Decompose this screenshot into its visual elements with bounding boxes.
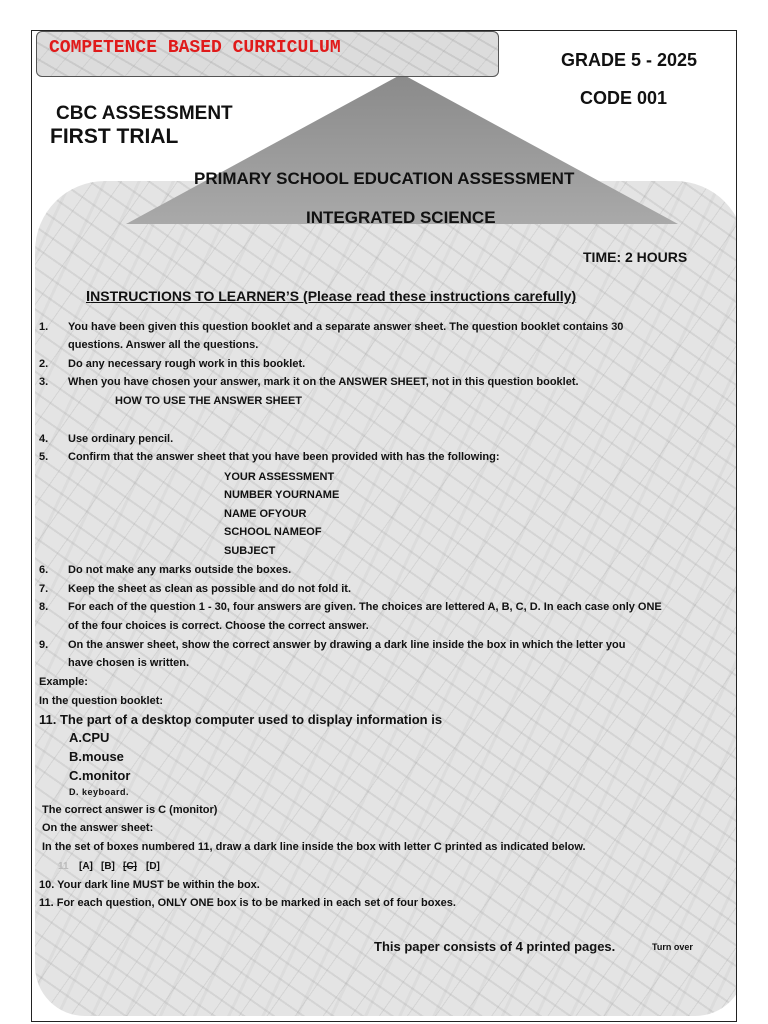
trial-label: FIRST TRIAL (50, 125, 179, 148)
box-d: [D] (146, 861, 160, 872)
code-label: CODE 001 (580, 88, 668, 108)
grade-label: GRADE 5 - 2025 (561, 50, 698, 70)
instructions-heading (86, 288, 576, 305)
sheet-field: SCHOOL NAMEOF (224, 526, 322, 538)
item-number: 8. (39, 601, 49, 613)
on-answer-sheet-label: On the answer sheet: (42, 822, 154, 834)
sheet-field: YOUR ASSESSMENT (224, 471, 335, 483)
item-number: 1. (39, 321, 49, 333)
instruction-text: On the answer sheet, show the correct answer by drawing a dark line inside the box in which the letter you (68, 639, 626, 651)
rule-10: 10. Your dark line MUST be within the box. (39, 879, 260, 891)
answer-sheet-subheading: HOW TO USE THE ANSWER SHEET (115, 395, 303, 407)
option-a: A.CPU (69, 730, 110, 745)
item-number: 3. (39, 376, 49, 388)
item-number: 6. (39, 564, 49, 576)
instruction-text: Do not make any marks outside the boxes. (68, 564, 292, 576)
sheet-field: NUMBER YOURNAME (224, 489, 340, 501)
example-label: Example: (39, 676, 88, 688)
instruction-text: For each of the question 1 - 30, four answers are given. The choices are lettered A, B, C, D. In each case only ONE (68, 601, 662, 613)
instruction-text: You have been given this question booklet and a separate answer sheet. The question booklet contains 30 (68, 321, 624, 333)
instruction-text: Do any necessary rough work in this booklet. (68, 358, 306, 370)
rule-11: 11. For each question, ONLY ONE box is to be marked in each set of four boxes. (39, 897, 456, 909)
set-of-boxes-text: In the set of boxes numbered 11, draw a dark line inside the box with letter C printed as indicated below. (42, 841, 586, 853)
option-b: B.mouse (69, 749, 124, 764)
instruction-text: questions. Answer all the questions. (68, 339, 259, 351)
page-frame (31, 30, 737, 1022)
sheet-field: NAME OFYOUR (224, 508, 307, 520)
item-number: 2. (39, 358, 49, 370)
option-d: D. keyboard. (69, 787, 130, 797)
instructions-heading-text: NSTRUCTIONS TO LEARNER’S (Please read these instructions carefully) (90, 288, 577, 304)
assessment-label: CBC ASSESSMENT (56, 103, 233, 124)
instructions-heading-initial: I (86, 288, 91, 305)
item-number: 9. (39, 639, 49, 651)
item-number: 5. (39, 451, 49, 463)
instruction-text: have chosen is written. (68, 657, 190, 669)
instruction-text: Confirm that the answer sheet that you have been provided with has the following: (68, 451, 500, 463)
box-a: [A] (79, 861, 93, 872)
turn-over-label: Turn over (652, 942, 693, 952)
instruction-text: Keep the sheet as clean as possible and do not fold it. (68, 583, 352, 595)
correct-answer: The correct answer is C (monitor) (42, 804, 218, 816)
box-c-marked: [C] (123, 861, 137, 872)
time-label: TIME: 2 HOURS (583, 249, 688, 265)
item-number: 7. (39, 583, 49, 595)
curriculum-banner (36, 31, 499, 77)
box-number: 11 (58, 861, 69, 872)
in-booklet-label: In the question booklet: (39, 695, 164, 707)
instruction-text: of the four choices is correct. Choose the correct answer. (68, 620, 369, 632)
page-count-footer: This paper consists of 4 printed pages. (374, 939, 616, 954)
primary-heading: PRIMARY SCHOOL EDUCATION ASSESSMENT (194, 169, 575, 188)
option-c: C.monitor (69, 768, 131, 783)
sheet-field: SUBJECT (224, 545, 276, 557)
item-number: 4. (39, 433, 49, 445)
box-b: [B] (101, 861, 115, 872)
instruction-text: When you have chosen your answer, mark it on the ANSWER SHEET, not in this question booklet. (68, 376, 579, 388)
banner-title: COMPETENCE BASED CURRICULUM (49, 38, 341, 58)
subject-heading: INTEGRATED SCIENCE (306, 208, 496, 227)
instruction-text: Use ordinary pencil. (68, 433, 174, 445)
example-question: 11. The part of a desktop computer used to display information is (39, 712, 443, 727)
